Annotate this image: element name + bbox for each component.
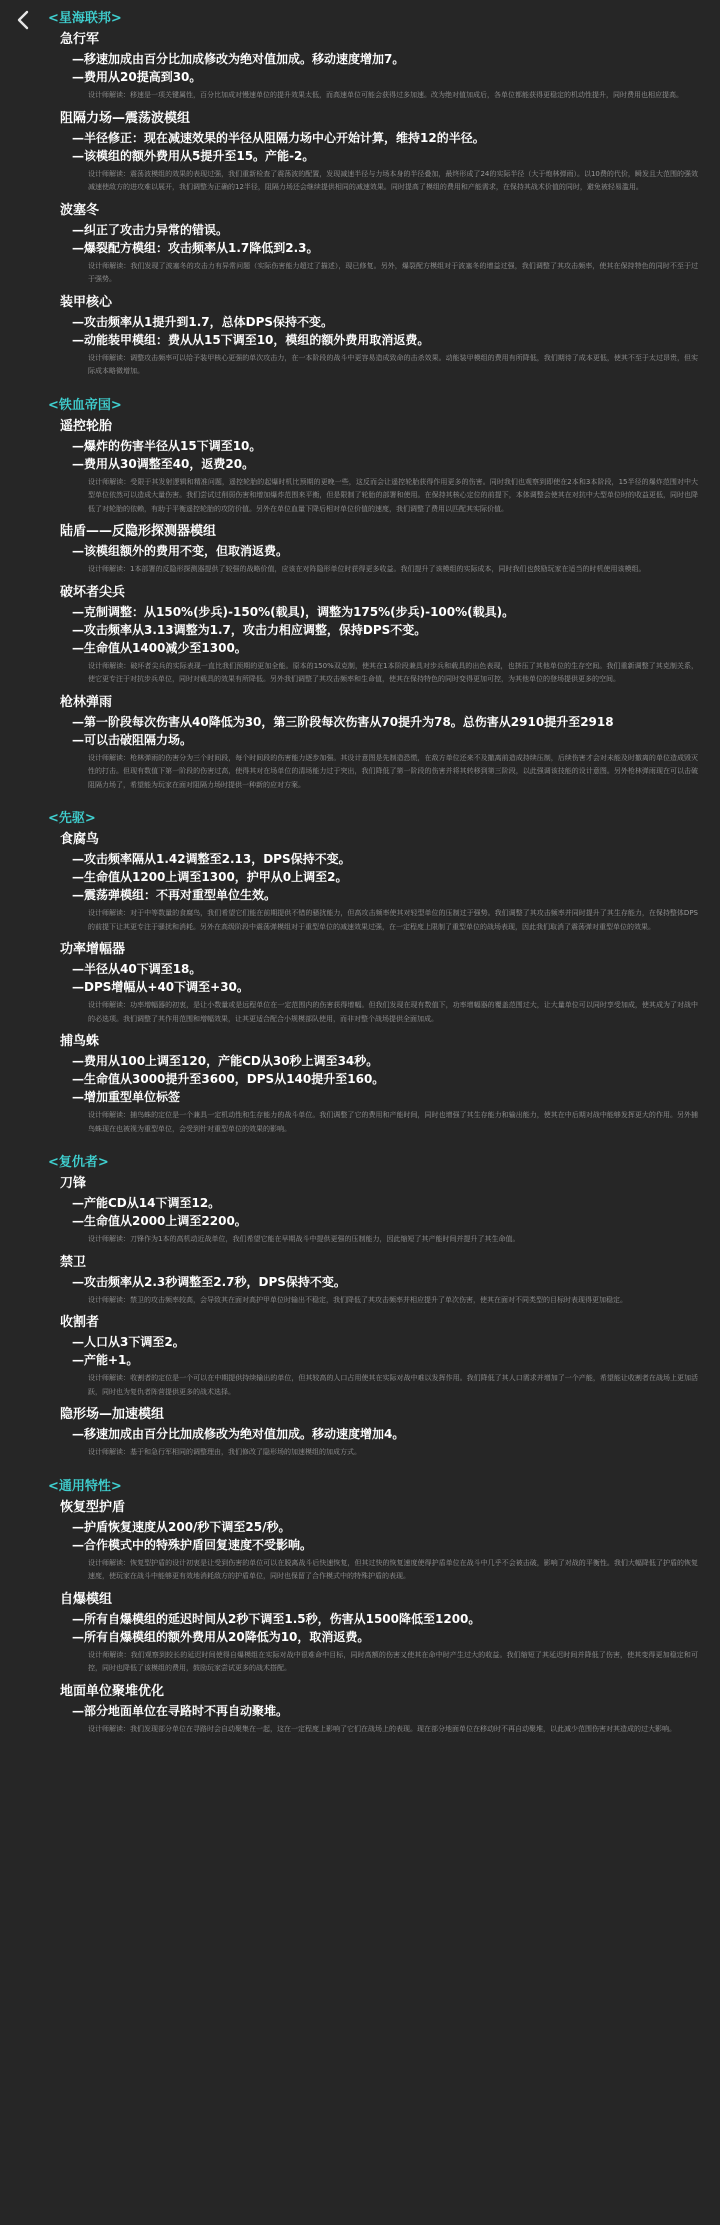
unit-name: 地面单位聚堆优化	[60, 1683, 165, 1699]
unit-entry	[48, 1253, 698, 1308]
change-item: —生命值从3000提升至3600，DPS从140提升至160。	[72, 1072, 385, 1086]
designer-note: 设计师解读：禁卫的攻击频率较高，会导致其在面对高护甲单位时输出不稳定，我们降低了其攻击频率并相应提升了单次伤害，使其在面对不同类型的目标时表现得更加稳定。	[88, 1295, 627, 1304]
unit-entry	[48, 940, 698, 1026]
faction-title: <先驱>	[48, 811, 96, 826]
faction-title: <复仇者>	[48, 1155, 109, 1170]
faction-section	[48, 10, 698, 379]
designer-note: 设计师解读：我们观察到较长的延迟时间使得自爆模组在实际对战中很难命中目标，同时高额的伤害又使其在命中时产生过大的收益。我们缩短了其延迟时间并降低了伤害，使其变得更加稳定和可控，同时也降低了该模组的费用，鼓励玩家尝试更多的战术搭配。	[88, 1650, 698, 1672]
unit-name: 装甲核心	[60, 294, 113, 310]
unit-name: 食腐鸟	[60, 832, 100, 847]
designer-note: 设计师解读：1本部署的反隐形探测器提供了较强的战略价值，应该在对阵隐形单位时获得更多收益。我们提升了该模组的实际成本，同时我们也鼓励玩家在适当的时机使用该模组。	[88, 565, 646, 573]
unit-name: 自爆模组	[60, 1591, 113, 1607]
patch-notes-content	[0, 10, 704, 1736]
change-item: —所有自爆模组的额外费用从20降低为10，取消返费。	[72, 1629, 370, 1644]
change-item: —生命值从2000上调至2200。	[72, 1214, 247, 1228]
faction-title: <铁血帝国>	[48, 397, 122, 413]
change-item: —爆裂配方模组：攻击频率从1.7降低到2.3。	[72, 240, 319, 255]
change-item: —可以击破阻隔力场。	[72, 732, 193, 747]
unit-name: 遥控轮胎	[60, 418, 113, 434]
designer-note: 设计师解读：我们发现了波塞冬的攻击力有异常问题（实际伤害能力超过了描述），现已修复。另外，爆裂配方模组对于波塞冬的增益过强，我们调整了其攻击频率，使其在保持特色的同时不至于过于强势。	[88, 261, 698, 283]
unit-entry	[48, 109, 698, 195]
unit-entry	[48, 1174, 698, 1247]
unit-entry	[48, 522, 698, 577]
unit-entry	[48, 201, 698, 287]
designer-note: 设计师解读：对于中等数量的食腐鸟，我们希望它们能在前期提供不错的骚扰能力，但高攻击频率使其对轻型单位的压制过于强势。我们调整了其攻击频率并同时提升了其生存能力，在保持整体DPS的前提下让其更专注于骚扰和消耗。另外在高级阶段中震荡弹模组对于重型单位的减速效果过强，在一定程度上限制了重型单位的战场表现，因此我们取消了震荡弹对重型单位的效果。	[88, 909, 698, 931]
unit-entry	[48, 583, 698, 687]
unit-name: 刀锋	[60, 1176, 87, 1191]
change-item: —该模组额外的费用不变，但取消返费。	[72, 544, 289, 558]
unit-name: 陆盾——反隐形探测器模组	[60, 524, 217, 539]
back-button[interactable]	[12, 8, 36, 32]
unit-entry	[48, 293, 698, 379]
unit-name: 捕鸟蛛	[60, 1034, 100, 1049]
faction-title: <通用特性>	[48, 1478, 122, 1494]
unit-name: 急行军	[60, 32, 100, 47]
designer-note: 设计师解读：刀锋作为1本的高机动近战单位，我们希望它能在早期战斗中提供更强的压制能力，因此缩短了其产能时间并提升了其生命值。	[88, 1235, 520, 1243]
unit-name: 隐形场—加速模组	[60, 1407, 165, 1422]
change-item: —生命值从1400减少至1300。	[72, 640, 247, 655]
change-item: —攻击频率隔从1.42调整至2.13，DPS保持不变。	[72, 852, 351, 866]
designer-note: 设计师解读：捕鸟蛛的定位是一个兼具一定机动性和生存能力的战斗单位。我们调整了它的费用和产能时间，同时也增强了其生存能力和输出能力，使其在中后期对战中能够发挥更大的作用。另外捕鸟蛛现在也被视为重型单位，会受到针对重型单位的效果的影响。	[88, 1111, 698, 1133]
unit-entry	[48, 1498, 698, 1584]
change-item: —半径修正：现在减速效果的半径从阻隔力场中心开始计算，维持12的半径。	[72, 130, 485, 145]
unit-entry	[48, 1032, 698, 1136]
change-item: —震荡弹模组：不再对重型单位生效。	[72, 888, 277, 902]
designer-note: 设计师解读：破坏者尖兵的实际表现一直比我们预期的更加全能。原本的150%双克制，使其在1本阶段兼具对步兵和载具的出色表现，也挤压了其他单位的生存空间。我们重新调整了其克制关系，使它更专注于对抗步兵单位，同时对载具的效果有所降低。另外我们调整了其攻击频率和生命值，使其在保持特色的同时变得更加可控，为其他单位的登场提供更多的空间。	[88, 661, 698, 683]
change-item: —合作模式中的特殊护盾回复速度不受影响。	[72, 1537, 313, 1552]
unit-entry	[48, 30, 698, 103]
unit-entry	[48, 693, 698, 793]
change-item: —攻击频率从3.13调整为1.7，攻击力相应调整，保持DPS不变。	[72, 622, 427, 637]
unit-name: 禁卫	[60, 1254, 87, 1270]
change-item: —产能CD从14下调至12。	[72, 1196, 221, 1210]
unit-entry	[48, 1590, 698, 1676]
unit-entry	[48, 1313, 698, 1399]
designer-note: 设计师解读：震荡波模组的效果的表现过强，我们重新检查了震荡波的配置，发现减速半径与力场本身的半径叠加，最终形成了24的实际半径（大于炮林弹雨）。以10费的代价，瞬发且大范围的强效减速使敌方的进攻难以展开，我们调整为正确的12半径，阻隔力场还会继续提供相同的减速效果。同时提高了模组的费用和产能需求，在保持其战术价值的同时，避免被轻易滥用。	[88, 169, 698, 191]
designer-note: 设计师解读：我们发现部分单位在寻路时会自动聚集在一起，这在一定程度上影响了它们在战场上的表现。现在部分地面单位在移动时不再自动聚堆，以此减少范围伤害对其造成的过大影响。	[88, 1724, 676, 1733]
change-item: —该模组的额外费用从5提升至15。产能-2。	[72, 148, 315, 163]
designer-note: 设计师解读：调整攻击频率可以给予装甲核心更强的单次攻击力，在一本阶段的战斗中更容易造成致命的击杀效果。动能装甲模组的费用有所降低，我们期待了成本更低，使其不至于太过昂贵，但实际成本略微增加。	[88, 353, 698, 375]
designer-note: 设计师解读：受限于其发射逻辑和精准问题，遥控轮胎的起爆时机比预期的更晚一些，这反而会让遥控轮胎获得作用更多的伤害。同时我们也观察到即使在2本和3本阶段，15半径的爆炸范围对中大型单位依然可以造成大量伤害。我们尝试过削弱伤害和增加爆炸范围来平衡，但是限制了轮胎的部署和使用。在保持其核心定位的前提下，本体调整会使其在对抗中大型单位时的收益更低，同时也降低了对轮胎的依赖，有助于平衡遥控轮胎的攻防价值。另外在单位血量下降后相对单位价值的速度，我们调整了费用以匹配其实际价值。	[88, 477, 698, 513]
designer-note: 设计师解读：收割者的定位是一个可以在中期提供持续输出的单位，但其较高的人口占用使其在实际对战中难以发挥作用。我们降低了其人口需求并增加了一个产能，希望能让收割者在战场上更加活跃，同时也为复仇者阵营提供更多的战术选择。	[88, 1374, 698, 1396]
unit-entry	[48, 1405, 698, 1460]
unit-name: 收割者	[60, 1315, 100, 1330]
change-item: —DPS增幅从+40下调至+30。	[72, 980, 249, 994]
change-item: —爆炸的伤害半径从15下调至10。	[72, 438, 262, 453]
change-item: —人口从3下调至2。	[72, 1335, 185, 1349]
change-item: —增加重型单位标签	[72, 1090, 181, 1104]
faction-section	[48, 1154, 698, 1460]
faction-section	[48, 397, 698, 793]
unit-entry	[48, 1682, 698, 1737]
change-item: —纠正了攻击力异常的错误。	[72, 222, 229, 237]
faction-section	[48, 810, 698, 1136]
change-item: —攻击频率从2.3秒调整至2.7秒，DPS保持不变。	[72, 1274, 346, 1289]
unit-entry	[48, 417, 698, 517]
designer-note: 设计师解读：基于和急行军相同的调整理由，我们修改了隐形场的加速模组的加成方式。	[88, 1448, 361, 1456]
unit-name: 恢复型护盾	[60, 1499, 126, 1515]
designer-note: 设计师解读：功率增幅器的初衷，是让小数量或是远程单位在一定范围内的伤害获得增幅。但我们发现在现有数值下，功率增幅器的覆盖范围过大，让大量单位可以同时享受加成，使其成为了对战中的必选项。我们调整了其作用范围和增幅效果，让其更适合配合小规模部队使用，而非对整个战场提供全面加成。	[88, 1001, 698, 1023]
faction-section	[48, 1478, 698, 1737]
unit-name: 波塞冬	[60, 202, 100, 218]
unit-name: 枪林弹雨	[60, 694, 113, 710]
change-item: —生命值从1200上调至1300，护甲从0上调至2。	[72, 870, 348, 884]
change-item: —产能+1。	[72, 1353, 139, 1367]
change-item: —费用从20提高到30。	[72, 70, 202, 84]
designer-note: 设计师解读：恢复型护盾的设计初衷是让受到伤害的单位可以在脱离战斗后快速恢复，但其过快的恢复速度使得护盾单位在战斗中几乎不会被击破，影响了对战的平衡性。我们大幅降低了护盾的恢复速度，使玩家在战斗中能够更有效地消耗敌方的护盾单位，同时也保留了合作模式中的特殊护盾的表现。	[88, 1558, 698, 1580]
unit-name: 阻隔力场—震荡波模组	[60, 110, 191, 126]
change-item: —攻击频率从1提升到1.7，总体DPS保持不变。	[72, 314, 334, 329]
chevron-left-icon	[12, 8, 36, 32]
unit-name: 破坏者尖兵	[60, 584, 126, 600]
unit-entry	[48, 830, 698, 934]
change-item: —移速加成由百分比加成修改为绝对值加成。移动速度增加7。	[72, 52, 405, 66]
faction-title: <星海联邦>	[48, 11, 122, 26]
unit-name: 功率增幅器	[60, 942, 126, 957]
change-item: —动能装甲模组：费从从15下调至10，模组的额外费用取消返费。	[72, 332, 430, 347]
change-item: —护盾恢复速度从200/秒下调至25/秒。	[72, 1519, 291, 1534]
change-item: —移速加成由百分比加成修改为绝对值加成。移动速度增加4。	[72, 1427, 405, 1441]
change-item: —部分地面单位在寻路时不再自动聚堆。	[72, 1703, 289, 1718]
designer-note: 设计师解读：移速是一项关键属性，百分比加成对慢速单位的提升效果太低，而高速单位可能会获得过多加速。改为绝对值加成后，各单位都能获得更稳定的机动性提升，同时费用也相应提高。	[88, 91, 683, 99]
change-item: —所有自爆模组的延迟时间从2秒下调至1.5秒，伤害从1500降低至1200。	[72, 1611, 481, 1626]
change-item: —半径从40下调至18。	[72, 962, 202, 976]
designer-note: 设计师解读：枪林弹雨的伤害分为三个时间段，每个时间段的伤害能力逐步加强。其设计意图是先制造恐慌，在敌方单位还来不及撤离前造成持续压制，后续伤害才会对未能及时撤离的单位造成毁灭性的打击。但现有数值下第一阶段的伤害过高，使得其对在场单位的清场能力过于突出，我们降低了第一阶段的伤害并将其转移到第三阶段，以此强调该技能的设计意图。另外枪林弹雨现在可以击破阻隔力场了，希望能为玩家在面对阻隔力场时提供一种新的应对方案。	[88, 753, 698, 789]
change-item: —费用从30调整至40，返费20。	[72, 456, 255, 471]
change-item: —费用从100上调至120，产能CD从30秒上调至34秒。	[72, 1054, 379, 1068]
change-item: —第一阶段每次伤害从40降低为30，第三阶段每次伤害从70提升为78。总伤害从2910提升至2918	[72, 714, 614, 729]
change-item: —克制调整：从150%(步兵)-150%(载具)，调整为175%(步兵)-100%(载具)。	[72, 604, 515, 619]
